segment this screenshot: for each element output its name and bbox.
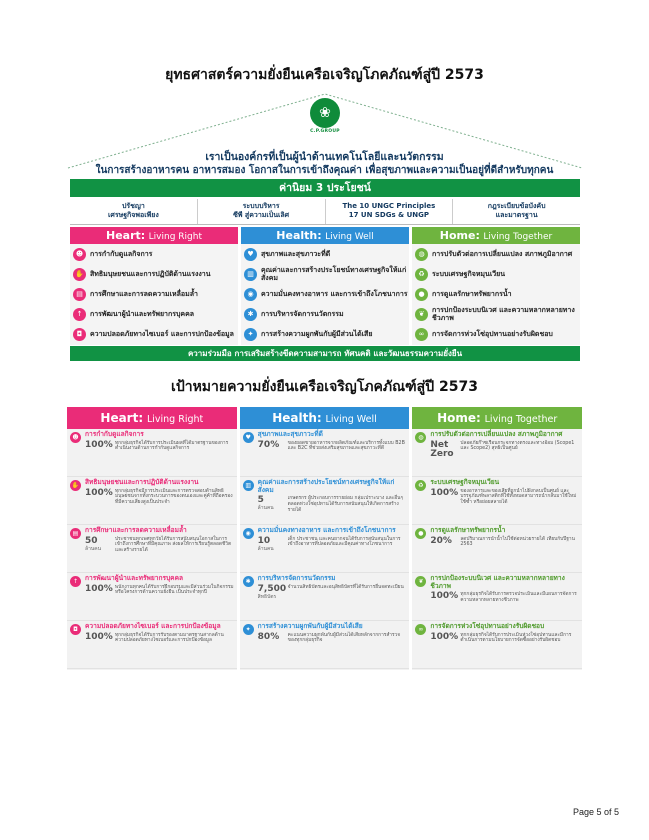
chart-icon: ▥ [243,480,254,491]
pillar-item: ◉ ความมั่นคงทางอาหาร และการเข้าถึงโภชนาการ [241,284,409,304]
pillar-item: ✦ การสร้างความผูกพันกับผู้มีส่วนได้เสีย [241,324,409,344]
page-title-strategy: ยุทธศาสตร์ความยั่งยืนเครือเจริญโภคภัณฑ์สู่ปี 2573 [165,67,484,83]
vision-statement-1: เราเป็นองค์กรที่เป็นผู้นำด้านเทคโนโลยีและนวัตกรรม [205,151,444,163]
principle-ungc: The 10 UNGC Principles 17 UN SDGs & UNGP [326,199,454,224]
pillar-item: ↑ การพัฒนาผู้นำและทรัพยากรบุคคล [70,304,238,324]
target-card: ♻ ระบบเศรษฐกิจหมุนเวียน 100% ของอาหารและของเสียที่ถูกนำไปฝังกลบเป็นศูนย์ และบรรจุภัณฑ์พลาสติกที่ใช้ทั้งหมดสามารถนำกลับมาใช้ใหม่ ใช้ซ้ำ หรือย่อยสลายได้ [412,477,582,525]
principles-row [70,199,580,225]
culture-bar: ความร่วมมือ การเสริมสร้างขีดความสามารถ ทัศนคติ และวัฒนธรรมความยั่งยืน [70,346,580,361]
person-growth-icon: ↑ [70,576,81,587]
pillar-home [412,227,580,345]
targets-table [67,407,582,670]
pillar-item: ● การดูแลรักษาทรัพยากรน้ำ [412,284,580,304]
book-icon: ▤ [70,528,81,539]
targets-home-header: Home: Living Together [412,407,582,429]
target-card: ◉ ความมั่นคงทางอาหาร และการเข้าถึงโภชนาการ 10 ล้านคน เด็ก ประชาชน และคนยากจนได้รับการสนับสนุนในการเข้าถึงอาหารที่ปลอดภัยและมีคุณค่าทางโภชนาการ [240,525,410,573]
targets-heart-header: Heart: Living Right [67,407,237,429]
water-drop-icon: ● [415,288,428,301]
globe-icon: ◍ [415,432,426,443]
pillar-item: ✱ การบริหารจัดการนวัตกรรม [241,304,409,324]
recycle-icon: ♻ [415,480,426,491]
pillar-item: ☻ การกำกับดูแลกิจการ [70,244,238,264]
hand-icon: ✋ [71,482,80,489]
target-card: ◍ การปรับตัวต่อการเปลี่ยนแปลง สภาพภูมิอากาศ Net Zero ปลอดภัยก๊าซเรือนกระจกทางตรงและทางอ้อม (Scope1 และ Scope2) สุทธิเป็นศูนย์ [412,429,582,477]
targets-health [240,407,410,670]
gear-icon: ✱ [244,308,257,321]
targets-home [412,407,582,670]
vision-statement-2: ในการสร้างอาหารคน อาหารสมอง โอกาสในการเข้าถึงคุณค่า เพื่อสุขภาพและความเป็นอยู่ที่ดีสำหรับทุกคน [95,165,554,176]
pillar-health [241,227,409,345]
values-bar: ค่านิยม 3 ประโยชน์ [70,179,580,197]
pillar-item: ♥ สุขภาพและสุขภาวะที่ดี [241,244,409,264]
hand-icon: ✋ [73,268,86,281]
pillar-item: ∞ การจัดการห่วงโซ่อุปทานอย่างรับผิดชอบ [412,324,580,344]
strategy-pillars [70,227,580,345]
leaf-icon: ❦ [415,576,426,587]
target-card: ❦ การปกป้องระบบนิเวศ และความหลากหลายทางชีวภาพ 100% ทุกกลุ่มธุรกิจได้รับการตรวจประเมินและมีแผนการจัดการความหลากหลายทางชีวภาพ [412,573,582,621]
target-card: ◘ ความปลอดภัยทางไซเบอร์ และการปกป้องข้อมูล 100% ทุกกลุ่มธุรกิจได้รับการรับรองตามมาตรฐานสากลด้านความปลอดภัยทางไซเบอร์และการปกป้องข้อมูล [67,621,237,669]
lock-icon: ◘ [70,624,81,635]
pillar-item: ✋ สิทธิมนุษยชนและการปฏิบัติด้านแรงงาน [70,264,238,284]
people-icon: ☻ [73,248,86,261]
pillar-item: ◘ ความปลอดภัยทางไซเบอร์ และการปกป้องข้อมูล [70,324,238,344]
handshake-icon: ✦ [244,328,257,341]
principle-sufficiency: ปรัชญา เศรษฐกิจพอเพียง [70,199,198,224]
target-card: ∞ การจัดการห่วงโซ่อุปทานอย่างรับผิดชอบ 100% ทุกกลุ่มธุรกิจได้รับการประเมินห่วงโซ่อุปทานและมีการดำเนินการตามนโยบายการจัดซื้ออย่างรับผิดชอบ [412,621,582,669]
infinity-icon: ∞ [415,624,426,635]
heart-health-icon: ♥ [243,432,254,443]
target-card: ✦ การสร้างความผูกพันกับผู้มีส่วนได้เสีย 80% คะแนนความผูกพันกับผู้มีส่วนได้เสียหลักจากการสำรวจของทุกกลุ่มธุรกิจ [240,621,410,669]
gear-icon: ✱ [243,576,254,587]
target-card: ↑ การพัฒนาผู้นำและทรัพยากรบุคคล 100% พนักงานทุกคนได้รับการฝึกอบรมและมีส่วนร่วมในกิจกรรมหรือโครงการด้านความยั่งยืน เป็นประจำทุกปี [67,573,237,621]
target-card: ● การดูแลรักษาทรัพยากรน้ำ 20% ลดปริมาณการนำน้ำไปใช้ต่อหน่วยรายได้ เทียบกับปีฐาน 2563 [412,525,582,573]
book-icon: ▤ [73,288,86,301]
principle-regulations: กฎระเบียบข้อบังคับ และมาตรฐาน [487,202,546,219]
pillar-heart-header: Heart: Living Right [70,227,238,244]
pillar-health-header: Health: Living Well [241,227,409,244]
person-growth-icon: ↑ [73,308,86,321]
target-card: ♥ สุขภาพและสุขภาวะที่ดี 70% ของยอดขายอาหารจากผลิตภัณฑ์และบริการทั้งแบบ B2B และ B2C ที่ช่วยส่งเสริมสุขภาพและสุขภาวะที่ดี [240,429,410,477]
pillar-item: ▥ คุณค่าและการสร้างประโยชน์ทางเศรษฐกิจให้แก่สังคม [241,264,409,284]
pillar-heart [70,227,238,345]
globe-icon: ◍ [415,248,428,261]
pillar-item: ♻ ระบบเศรษฐกิจหมุนเวียน [412,264,580,284]
pillar-item: ▤ การศึกษาและการลดความเหลื่อมล้ำ [70,284,238,304]
handshake-icon: ✦ [243,624,254,635]
food-icon: ◉ [244,288,257,301]
targets-health-header: Health: Living Well [240,407,410,429]
principle-cp-excellence: ระบบบริหาร ซีพี สู่ความเป็นเลิศ [198,199,326,224]
page-title-targets: เป้าหมายความยั่งยืนเครือเจริญโภคภัณฑ์สู่ปี 2573 [171,379,478,395]
water-drop-icon: ● [415,528,426,539]
people-icon: ☻ [70,432,81,443]
recycle-icon: ♻ [415,268,428,281]
target-card: ▤ การศึกษาและการลดความเหลื่อมล้ำ 50 ล้านคน ประชาชนทุกเพศทุกวัยได้รับการสนับสนุนโอกาสในการเข้าถึงการศึกษาที่มีคุณภาพ ส่งผลให้การเรียนรู้ตลอดชีวิตและสร้างรายได้ [67,525,237,573]
target-card: ☻ การกำกับดูแลกิจการ 100% ทุกกลุ่มธุรกิจได้รับการประเมินผลที่ได้มาตรฐานของการดำเนินงานด้านการกำกับดูแลกิจการ [67,429,237,477]
leaf-icon: ❦ [415,308,428,321]
pillar-item: ◍ การปรับตัวต่อการเปลี่ยนแปลง สภาพภูมิอากาศ [412,244,580,264]
cp-group-logo: ❀ C.P.GROUP [306,98,344,142]
target-card: ▥ คุณค่าและการสร้างประโยชน์ทางเศรษฐกิจให้แก่สังคม 5 ล้านคน เกษตรกร ผู้ประกอบการรายย่อม กลุ่มเปราะบาง และอื่นๆ ตลอดห่วงโซ่อุปทานได้รับการสนับสนุนให้เกิดการสร้างรายได้ [240,477,410,525]
food-icon: ◉ [243,528,254,539]
lock-icon: ◘ [73,328,86,341]
chart-icon: ▥ [244,268,257,281]
heart-health-icon: ♥ [244,248,257,261]
targets-heart [67,407,237,670]
pillar-item: ❦ การปกป้องระบบนิเวศ และความหลากหลายทางชีวภาพ [412,304,580,324]
page-number: Page 5 of 5 [572,807,619,817]
target-card: ✱ การบริหารจัดการนวัตกรรม 7,500 สิทธิบัตร จำนวนสิทธิบัตรและอนุสิทธิบัตรที่ได้รับการยื่นจดทะเบียน [240,573,410,621]
target-card: ✋ สิทธิมนุษยชนและการปฏิบัติด้านแรงงาน 100% ทุกกลุ่มธุรกิจมีการประเมินและการตรวจสอบด้านสิทธิมนุษยชนจากทั้งกระบวนการของตนเองและคู่ค้าที่ถือครองที่มีความเสี่ยงสูงเป็นประจำ [67,477,237,525]
infinity-icon: ∞ [415,328,428,341]
pillar-home-header: Home: Living Together [412,227,580,244]
cp-logo-icon: ❀ [310,98,340,128]
